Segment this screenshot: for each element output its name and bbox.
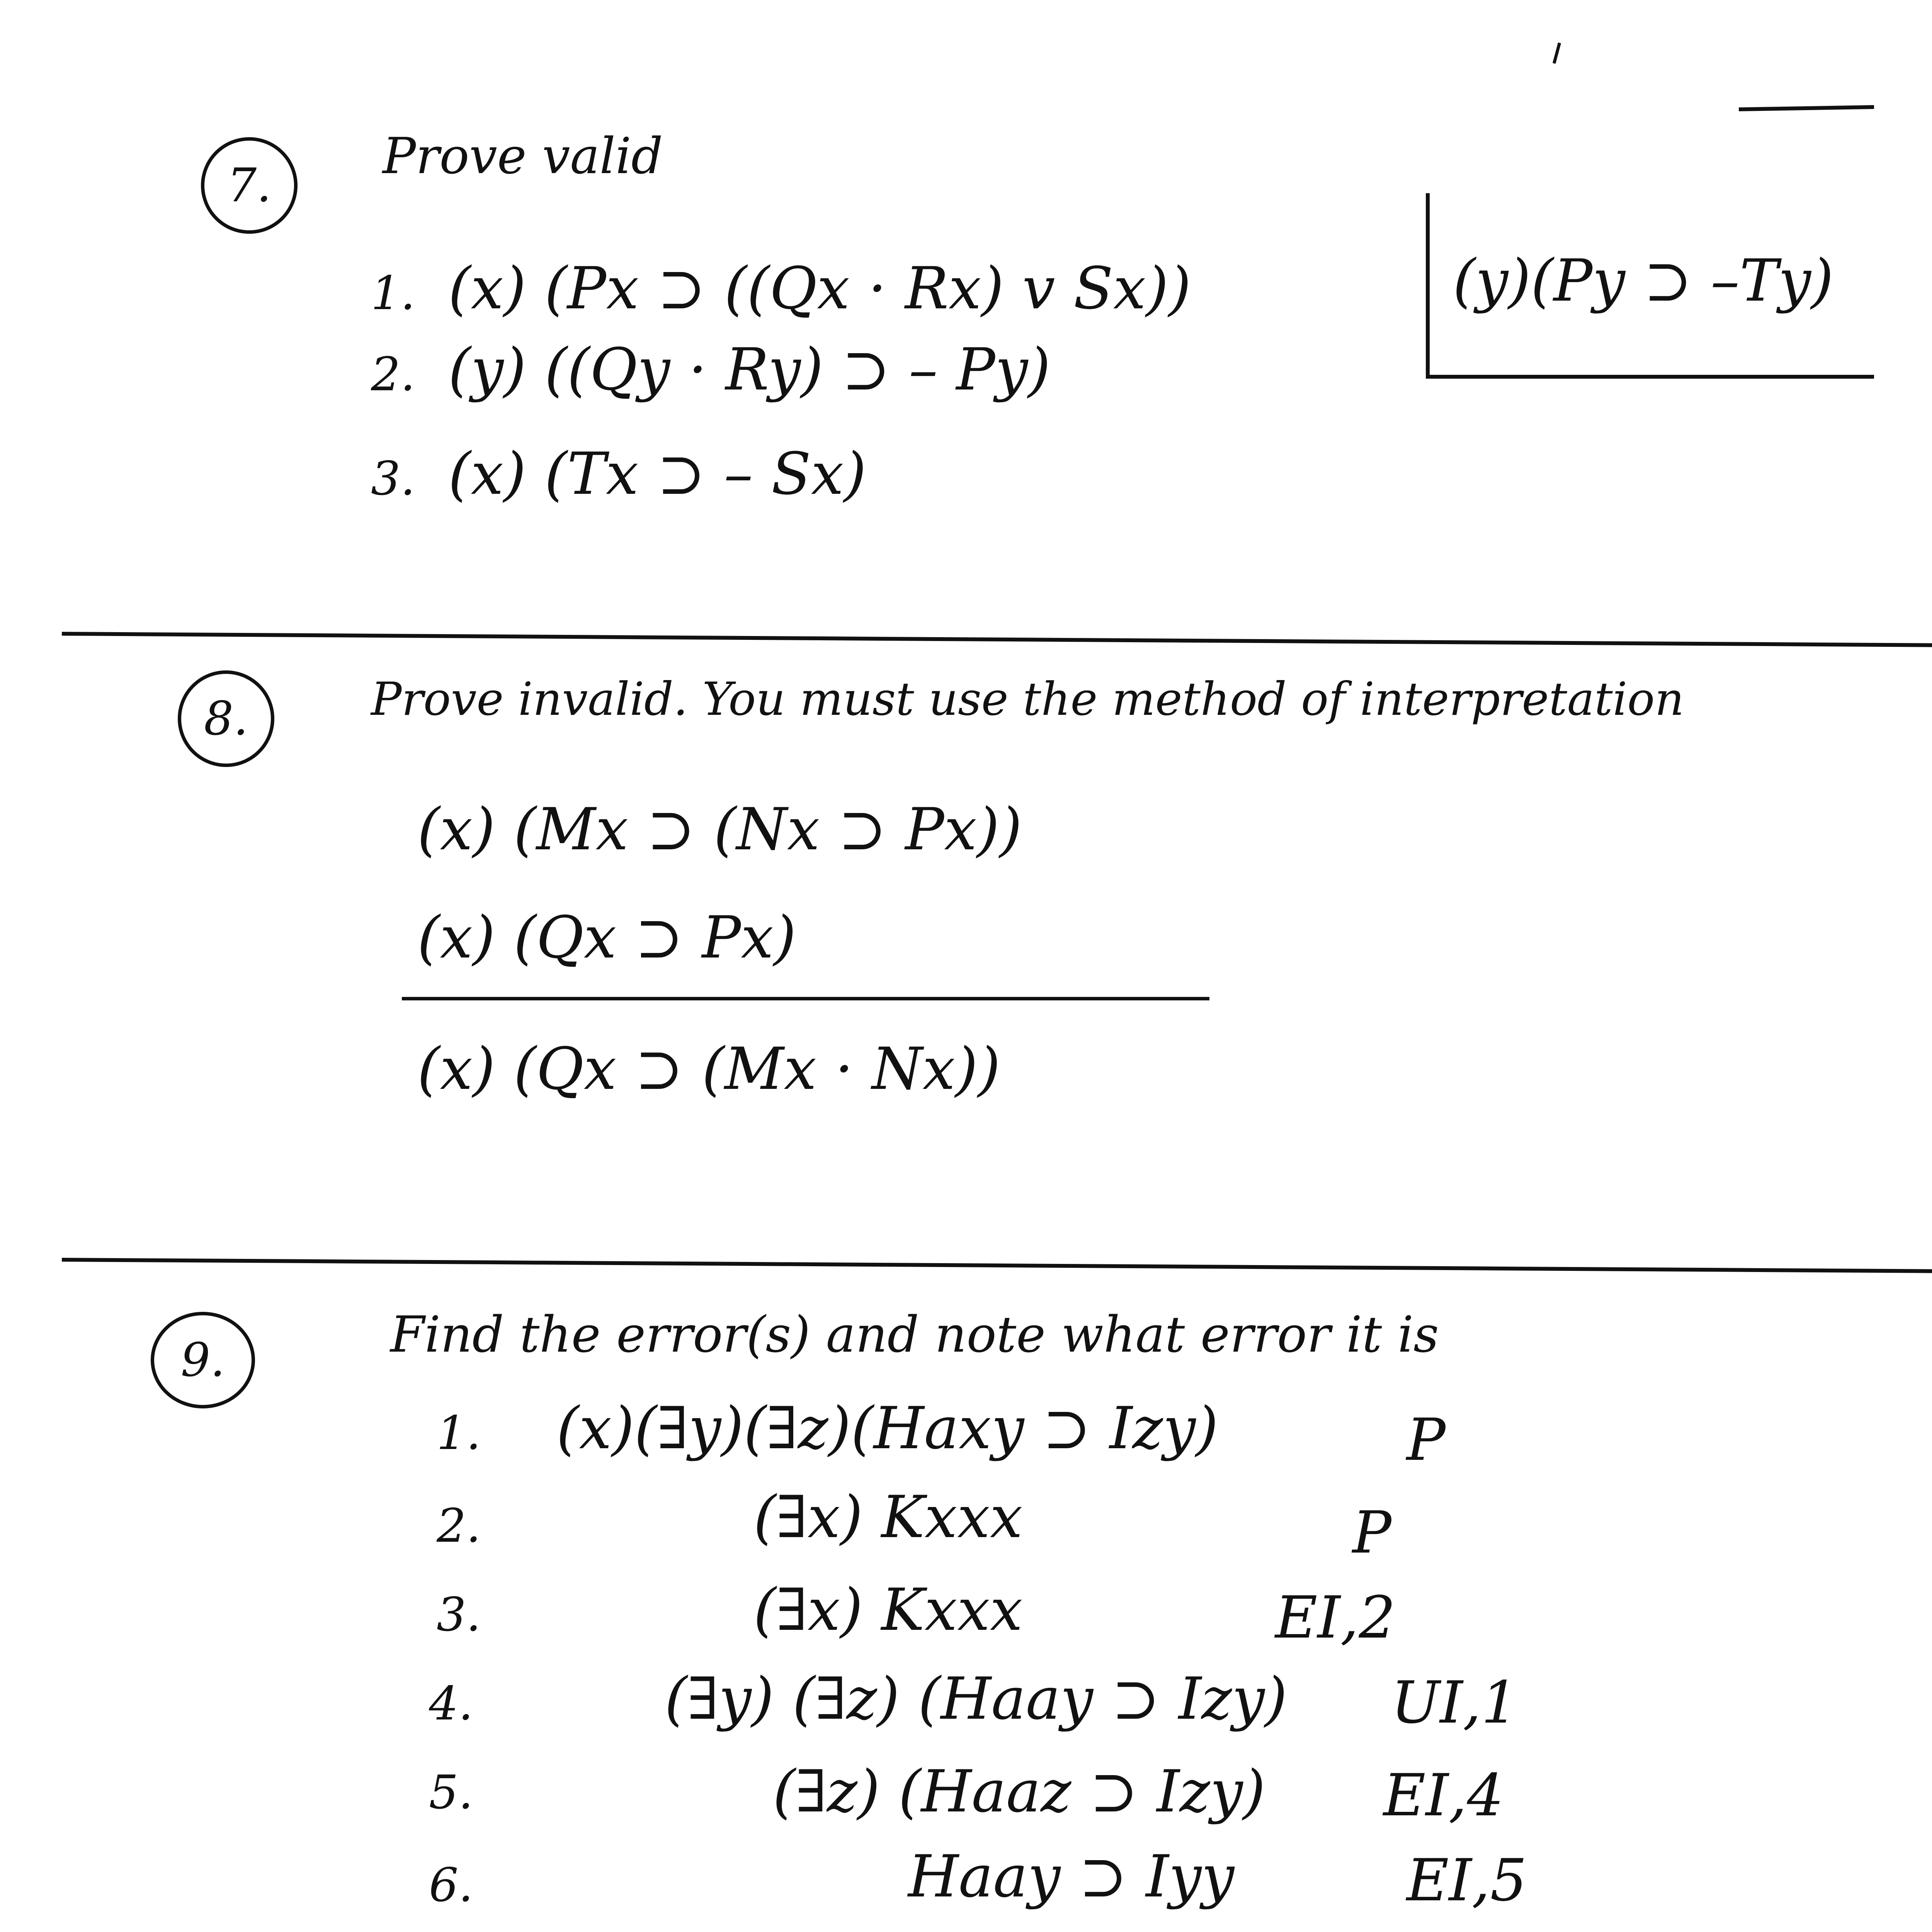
step-formula: (∃x) Kxxx: [753, 1577, 1023, 1644]
problem-8-heading: Prove invalid. You must use the method of interpretation: [371, 672, 1684, 726]
step-formula: (x)(∃y)(∃z)(Haxy ⊃ Izy): [556, 1395, 1218, 1462]
premise-formula: (x) (Tx ⊃ – Sx): [448, 440, 867, 508]
step-formula: (∃y) (∃z) (Haay ⊃ Izy): [665, 1665, 1287, 1733]
step-number: 3.: [437, 1588, 481, 1642]
problem-8-number: 8.: [204, 692, 248, 746]
step-justification: EI,4: [1383, 1762, 1504, 1829]
premise-number: 2.: [371, 348, 415, 401]
step-justification: EI,2: [1275, 1584, 1396, 1651]
pen-mark: [1553, 43, 1561, 64]
step-number: 5.: [429, 1766, 473, 1820]
step-justification: UI,1: [1391, 1669, 1518, 1736]
pen-mark: [1739, 105, 1874, 111]
premise-formula: (x) (Qx ⊃ Px): [417, 904, 796, 971]
problem-7-number-circle: [201, 137, 298, 234]
conclusion-line: [402, 997, 1209, 1000]
problem-7-number: 7.: [227, 158, 272, 213]
problem-8-number-circle: [178, 670, 274, 767]
premise-number: 1.: [371, 267, 415, 320]
step-justification: P: [1406, 1406, 1446, 1474]
problem-8-conclusion: (x) (Qx ⊃ (Mx · Nx)): [417, 1036, 1001, 1103]
premise-number: 3.: [371, 452, 415, 506]
step-formula: (∃z) (Haaz ⊃ Izy): [773, 1758, 1265, 1825]
step-number: 1.: [437, 1406, 481, 1460]
premise-formula: (y) ((Qy · Ry) ⊃ – Py): [448, 336, 1051, 403]
step-number: 4.: [429, 1677, 473, 1731]
step-formula: (∃x) Kxxx: [753, 1484, 1023, 1551]
divider: [62, 632, 1932, 647]
step-number: 6.: [429, 1859, 473, 1912]
problem-9-number: 9.: [180, 1333, 225, 1387]
step-formula: Haay ⊃ Iyy: [908, 1843, 1235, 1910]
problem-9-number-circle: [151, 1312, 255, 1408]
problem-7-conclusion: (y)(Py ⊃ –Ty): [1453, 247, 1834, 315]
step-justification: P: [1352, 1499, 1391, 1566]
divider: [62, 1258, 1932, 1273]
premise-formula: (x) (Px ⊃ ((Qx · Rx) v Sx)): [448, 255, 1191, 322]
step-justification: EI,5: [1406, 1847, 1527, 1914]
problem-7-heading: Prove valid: [383, 128, 663, 185]
step-number: 2.: [437, 1499, 481, 1553]
problem-9-heading: Find the error(s) and note what error it is: [390, 1306, 1439, 1364]
premise-formula: (x) (Mx ⊃ (Nx ⊃ Px)): [417, 796, 1022, 863]
